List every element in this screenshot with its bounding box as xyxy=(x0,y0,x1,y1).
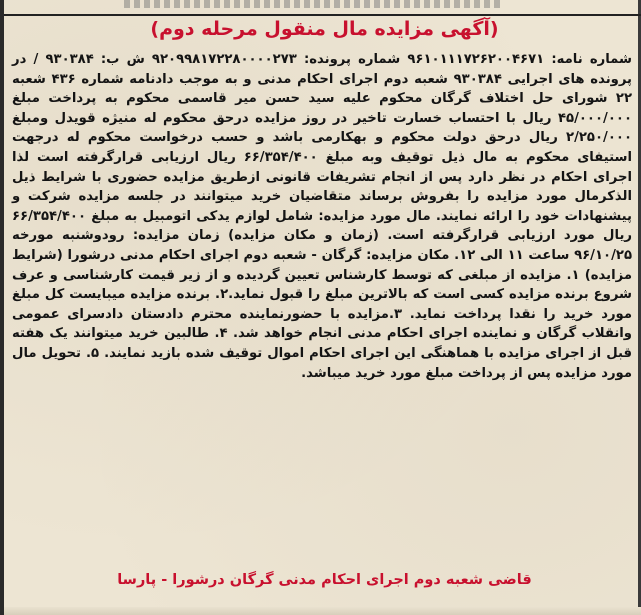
notice-body xyxy=(12,50,632,383)
judge-signature: قاضی شعبه دوم اجرای احکام مدنی گرگان درشورا - پارسا xyxy=(117,572,532,588)
notice-title: (آگهی مزایده مال منقول مرحله دوم) xyxy=(150,18,499,40)
paper-bottom-edge xyxy=(4,607,641,615)
cropped-header-fragment xyxy=(124,0,504,8)
notice-body-paragraph: شماره نامه: ۹۶۱۰۱۱۱۷۲۶۲۰۰۴۶۷۱ شماره پرونده: ۹۲۰۹۹۸۱۷۲۲۸۰۰۰۰۲۷۳ ش ب: ۹۳۰۳۸۴ / در پرونده های اجرایی ۹۳۰۳۸۴ شعبه دوم اجرای احکام مدنی و به موجب دادنامه شماره ۴۳۶ شعبه ۲۲ شورای حل اختلاف گرگان محکوم علیه سید حسن میر قاسمی محکوم به پرداخت مبلغ ۴۵/۰۰۰/۰۰۰ ریال با احتساب خسارت تاخیر در روز مزایده درحق محکوم له منیژه قویدل ومبلغ ۲/۲۵۰/۰۰۰ ریال درحق دولت محکوم و بهکارمی باشد و حسب درخواست محکوم له درجهت استیفای محکوم به مال ذیل توقیف وبه مبلغ ۶۶/۳۵۴/۴۰۰ ریال ارزیابی قرارگرفته است لذا اجرای احکام در نظر دارد پس از انجام تشریفات قانونی ازطریق مزایده حضوری با شرایط ذیل الذکرمال مورد مزایده را بفروش برساند متقاضیان خرید میتوانند در جلسه مزایده شرکت و پیشنهادات خود را ارائه نمایند. مال مورد مزایده: شامل لوازم یدکی اتومبیل به مبلغ ۶۶/۳۵۴/۴۰۰ ریال مورد ارزیابی قرارگرفته است. (زمان و مکان مزایده) زمان مزایده: رودوشنبه مورخه ۹۶/۱۰/۲۵ ساعت ۱۱ الی ۱۲. مکان مزایده: گرگان - شعبه دوم اجرای احکام مدنی درشورا (شرایط مزایده) ۱. مزایده از مبلغی که توسط کارشناس تعیین گردیده و از زیر قیمت کارشناسی و عرف شروع برنده مزایده کسی است که بالاترین مبلغ را قبول نماید.۲. برنده مزایده میبایست کل مبلغ مورد خرید را نقدا پرداخت نماید. ۳.مزایده با حضورنماینده محترم دادستان دادسرای عمومی وانقلاب گرگان و نماینده اجرای احکام مدنی انجام خواهد شد. ۴. طالبین خرید میتوانند یک هفته قبل از اجرای مزایده با هماهنگی این اجرای احکام اموال توقیف شده بازید نمایند. ۵. تحویل مال مورد مزایده پس از پرداخت مبلغ مورد خرید میباشد. xyxy=(12,52,633,381)
top-border-rule xyxy=(4,0,641,16)
